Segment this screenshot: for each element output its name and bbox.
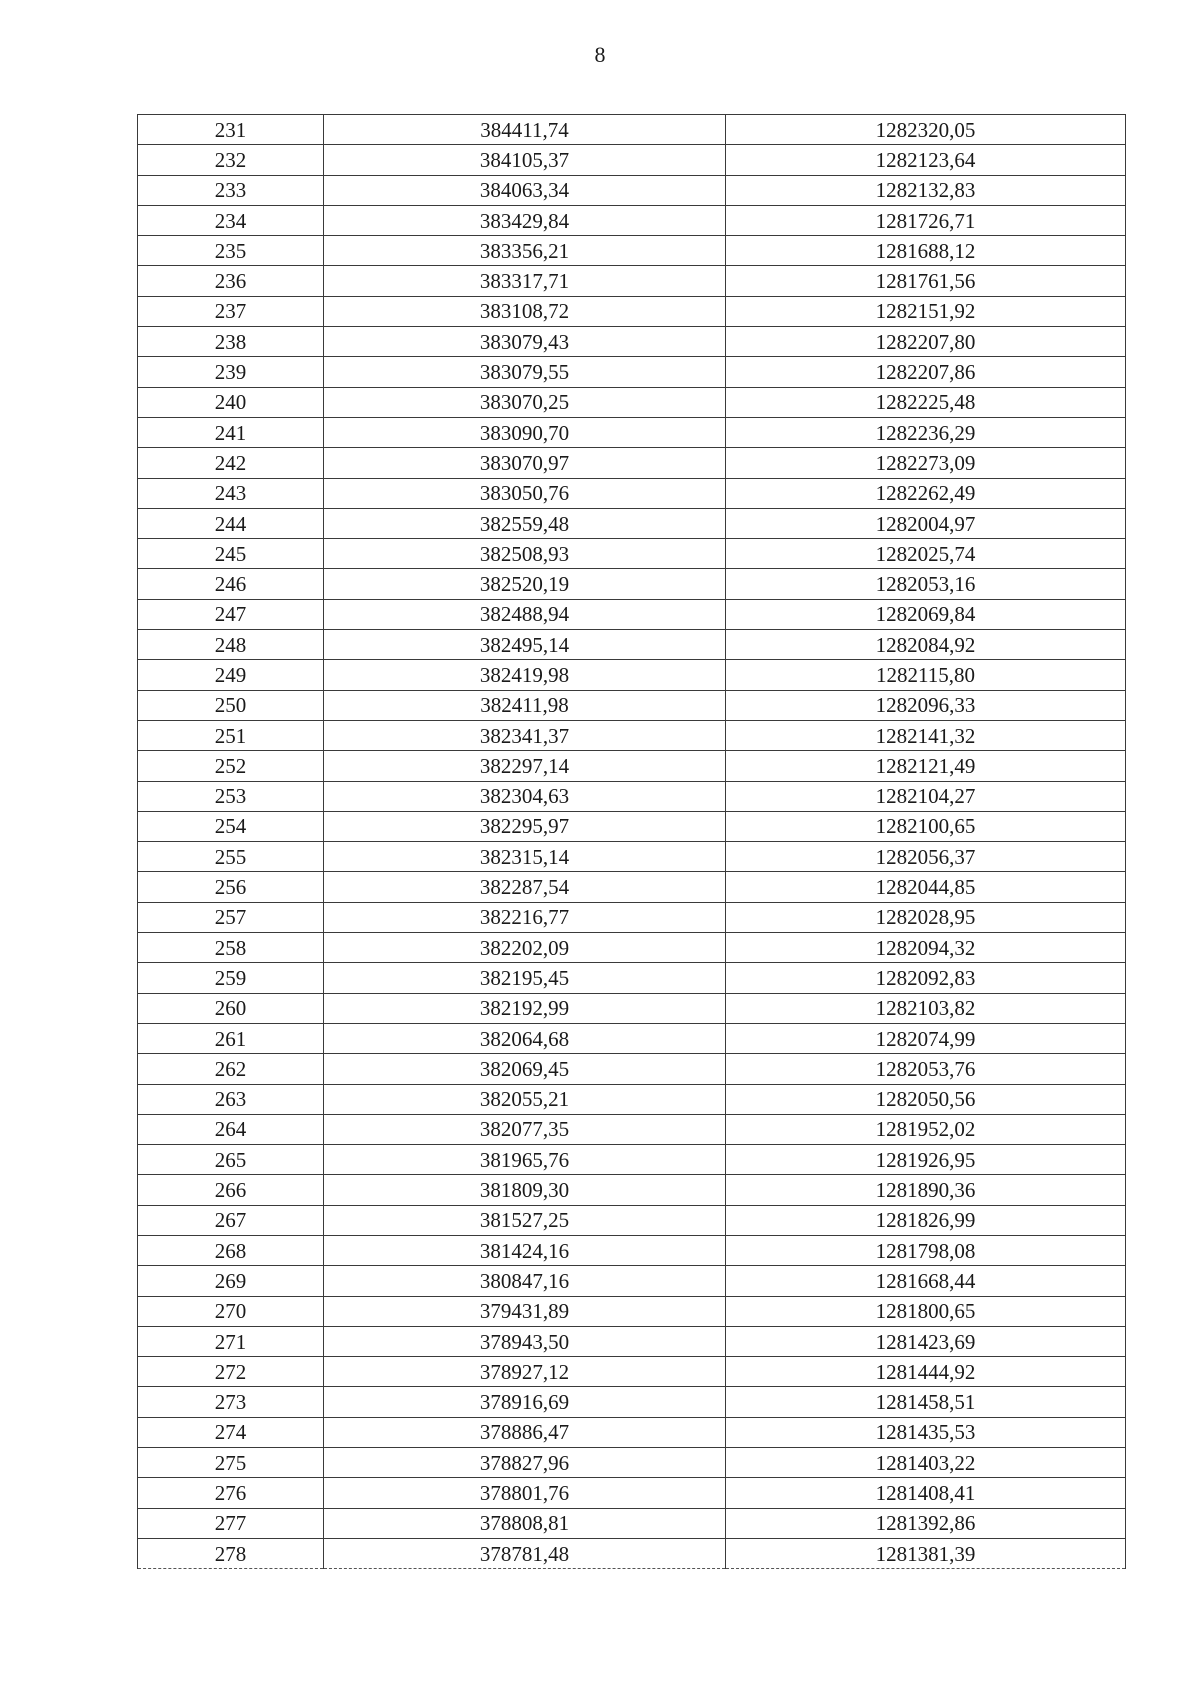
point-number-cell: 242: [138, 448, 324, 478]
point-number-cell: 275: [138, 1448, 324, 1478]
y-coordinate-cell: 1281668,44: [726, 1266, 1126, 1296]
table-row: [138, 1296, 1126, 1326]
y-coordinate-cell: 1282074,99: [726, 1023, 1126, 1053]
y-coordinate-cell: 1282094,32: [726, 933, 1126, 963]
point-number-cell: 276: [138, 1478, 324, 1508]
point-number-cell: 244: [138, 508, 324, 538]
y-coordinate-cell: 1281952,02: [726, 1114, 1126, 1144]
table-row: [138, 630, 1126, 660]
point-number-cell: 237: [138, 296, 324, 326]
x-coordinate-cell: 382341,37: [324, 720, 726, 750]
y-coordinate-cell: 1282123,64: [726, 145, 1126, 175]
y-coordinate-cell: 1281392,86: [726, 1508, 1126, 1538]
x-coordinate-cell: 382077,35: [324, 1114, 726, 1144]
x-coordinate-cell: 382495,14: [324, 630, 726, 660]
table-row: [138, 1417, 1126, 1447]
point-number-cell: 263: [138, 1084, 324, 1114]
table-row: [138, 448, 1126, 478]
x-coordinate-cell: 378801,76: [324, 1478, 726, 1508]
point-number-cell: 270: [138, 1296, 324, 1326]
point-number-cell: 234: [138, 205, 324, 235]
y-coordinate-cell: 1282236,29: [726, 417, 1126, 447]
y-coordinate-cell: 1281435,53: [726, 1417, 1126, 1447]
table-row: [138, 720, 1126, 750]
table-row: [138, 1175, 1126, 1205]
x-coordinate-cell: 383090,70: [324, 417, 726, 447]
point-number-cell: 260: [138, 993, 324, 1023]
point-number-cell: 278: [138, 1538, 324, 1568]
point-number-cell: 238: [138, 327, 324, 357]
table-row: [138, 1326, 1126, 1356]
table-row: [138, 205, 1126, 235]
table-row: [138, 327, 1126, 357]
y-coordinate-cell: 1281826,99: [726, 1205, 1126, 1235]
point-number-cell: 264: [138, 1114, 324, 1144]
table-row: [138, 902, 1126, 932]
x-coordinate-cell: 383356,21: [324, 236, 726, 266]
y-coordinate-cell: 1282053,76: [726, 1054, 1126, 1084]
x-coordinate-cell: 384105,37: [324, 145, 726, 175]
point-number-cell: 261: [138, 1023, 324, 1053]
x-coordinate-cell: 382216,77: [324, 902, 726, 932]
y-coordinate-cell: 1282103,82: [726, 993, 1126, 1023]
y-coordinate-cell: 1282028,95: [726, 902, 1126, 932]
y-coordinate-cell: 1282273,09: [726, 448, 1126, 478]
x-coordinate-cell: 383079,43: [324, 327, 726, 357]
x-coordinate-cell: 378943,50: [324, 1326, 726, 1356]
table-row: [138, 781, 1126, 811]
table-row: [138, 660, 1126, 690]
x-coordinate-cell: 382297,14: [324, 751, 726, 781]
table-row: [138, 1145, 1126, 1175]
table-row: [138, 1205, 1126, 1235]
point-number-cell: 254: [138, 811, 324, 841]
x-coordinate-cell: 383108,72: [324, 296, 726, 326]
y-coordinate-cell: 1282069,84: [726, 599, 1126, 629]
x-coordinate-cell: 382064,68: [324, 1023, 726, 1053]
point-number-cell: 235: [138, 236, 324, 266]
point-number-cell: 258: [138, 933, 324, 963]
x-coordinate-cell: 384411,74: [324, 115, 726, 145]
y-coordinate-cell: 1282141,32: [726, 720, 1126, 750]
y-coordinate-cell: 1282004,97: [726, 508, 1126, 538]
x-coordinate-cell: 382202,09: [324, 933, 726, 963]
x-coordinate-cell: 382315,14: [324, 842, 726, 872]
table-row: [138, 236, 1126, 266]
point-number-cell: 231: [138, 115, 324, 145]
y-coordinate-cell: 1281761,56: [726, 266, 1126, 296]
point-number-cell: 269: [138, 1266, 324, 1296]
point-number-cell: 257: [138, 902, 324, 932]
point-number-cell: 273: [138, 1387, 324, 1417]
x-coordinate-cell: 383079,55: [324, 357, 726, 387]
table-row: [138, 599, 1126, 629]
point-number-cell: 236: [138, 266, 324, 296]
x-coordinate-cell: 382287,54: [324, 872, 726, 902]
table-row: [138, 963, 1126, 993]
point-number-cell: 265: [138, 1145, 324, 1175]
y-coordinate-cell: 1281688,12: [726, 236, 1126, 266]
x-coordinate-cell: 378927,12: [324, 1357, 726, 1387]
point-number-cell: 233: [138, 175, 324, 205]
x-coordinate-cell: 381424,16: [324, 1235, 726, 1265]
y-coordinate-cell: 1282121,49: [726, 751, 1126, 781]
table-row: [138, 1448, 1126, 1478]
y-coordinate-cell: 1282207,80: [726, 327, 1126, 357]
point-number-cell: 247: [138, 599, 324, 629]
x-coordinate-cell: 382304,63: [324, 781, 726, 811]
point-number-cell: 239: [138, 357, 324, 387]
y-coordinate-cell: 1281423,69: [726, 1326, 1126, 1356]
table-row: [138, 993, 1126, 1023]
point-number-cell: 251: [138, 720, 324, 750]
point-number-cell: 255: [138, 842, 324, 872]
table-row: [138, 478, 1126, 508]
x-coordinate-cell: 381965,76: [324, 1145, 726, 1175]
x-coordinate-cell: 383070,25: [324, 387, 726, 417]
table-row: [138, 690, 1126, 720]
x-coordinate-cell: 378916,69: [324, 1387, 726, 1417]
y-coordinate-cell: 1282100,65: [726, 811, 1126, 841]
table-row: [138, 357, 1126, 387]
table-row: [138, 1084, 1126, 1114]
y-coordinate-cell: 1282053,16: [726, 569, 1126, 599]
x-coordinate-cell: 382192,99: [324, 993, 726, 1023]
x-coordinate-cell: 384063,34: [324, 175, 726, 205]
point-number-cell: 252: [138, 751, 324, 781]
point-number-cell: 253: [138, 781, 324, 811]
y-coordinate-cell: 1282050,56: [726, 1084, 1126, 1114]
table-row: [138, 872, 1126, 902]
point-number-cell: 259: [138, 963, 324, 993]
coordinates-table: [137, 114, 1126, 1569]
table-row: [138, 1023, 1126, 1053]
x-coordinate-cell: 382195,45: [324, 963, 726, 993]
table-row: [138, 569, 1126, 599]
table-row: [138, 387, 1126, 417]
point-number-cell: 248: [138, 630, 324, 660]
y-coordinate-cell: 1282132,83: [726, 175, 1126, 205]
table-row: [138, 417, 1126, 447]
y-coordinate-cell: 1281403,22: [726, 1448, 1126, 1478]
point-number-cell: 256: [138, 872, 324, 902]
x-coordinate-cell: 382559,48: [324, 508, 726, 538]
table-row: [138, 115, 1126, 145]
y-coordinate-cell: 1282320,05: [726, 115, 1126, 145]
x-coordinate-cell: 383050,76: [324, 478, 726, 508]
y-coordinate-cell: 1281890,36: [726, 1175, 1126, 1205]
point-number-cell: 267: [138, 1205, 324, 1235]
point-number-cell: 271: [138, 1326, 324, 1356]
y-coordinate-cell: 1281381,39: [726, 1538, 1126, 1568]
y-coordinate-cell: 1282025,74: [726, 539, 1126, 569]
x-coordinate-cell: 382508,93: [324, 539, 726, 569]
x-coordinate-cell: 378827,96: [324, 1448, 726, 1478]
point-number-cell: 272: [138, 1357, 324, 1387]
y-coordinate-cell: 1282092,83: [726, 963, 1126, 993]
x-coordinate-cell: 381809,30: [324, 1175, 726, 1205]
y-coordinate-cell: 1282115,80: [726, 660, 1126, 690]
x-coordinate-cell: 379431,89: [324, 1296, 726, 1326]
x-coordinate-cell: 378886,47: [324, 1417, 726, 1447]
y-coordinate-cell: 1282084,92: [726, 630, 1126, 660]
table-row: [138, 1478, 1126, 1508]
y-coordinate-cell: 1281458,51: [726, 1387, 1126, 1417]
table-row: [138, 266, 1126, 296]
table-row: [138, 145, 1126, 175]
y-coordinate-cell: 1281408,41: [726, 1478, 1126, 1508]
table-row: [138, 1357, 1126, 1387]
table-row: [138, 1114, 1126, 1144]
table-row: [138, 842, 1126, 872]
y-coordinate-cell: 1281800,65: [726, 1296, 1126, 1326]
x-coordinate-cell: 380847,16: [324, 1266, 726, 1296]
y-coordinate-cell: 1282104,27: [726, 781, 1126, 811]
table-row: [138, 539, 1126, 569]
x-coordinate-cell: 382411,98: [324, 690, 726, 720]
x-coordinate-cell: 378781,48: [324, 1538, 726, 1568]
y-coordinate-cell: 1281798,08: [726, 1235, 1126, 1265]
point-number-cell: 245: [138, 539, 324, 569]
coordinates-table-body: [138, 115, 1126, 1569]
y-coordinate-cell: 1282044,85: [726, 872, 1126, 902]
x-coordinate-cell: 382295,97: [324, 811, 726, 841]
table-row: [138, 1538, 1126, 1568]
y-coordinate-cell: 1281726,71: [726, 205, 1126, 235]
y-coordinate-cell: 1282225,48: [726, 387, 1126, 417]
page-number: 8: [594, 42, 606, 67]
y-coordinate-cell: 1282151,92: [726, 296, 1126, 326]
table-row: [138, 296, 1126, 326]
table-row: [138, 933, 1126, 963]
x-coordinate-cell: 382488,94: [324, 599, 726, 629]
y-coordinate-cell: 1282207,86: [726, 357, 1126, 387]
point-number-cell: 240: [138, 387, 324, 417]
point-number-cell: 262: [138, 1054, 324, 1084]
x-coordinate-cell: 383070,97: [324, 448, 726, 478]
x-coordinate-cell: 382069,45: [324, 1054, 726, 1084]
point-number-cell: 232: [138, 145, 324, 175]
table-row: [138, 175, 1126, 205]
x-coordinate-cell: 383317,71: [324, 266, 726, 296]
point-number-cell: 241: [138, 417, 324, 447]
point-number-cell: 268: [138, 1235, 324, 1265]
point-number-cell: 277: [138, 1508, 324, 1538]
table-row: [138, 751, 1126, 781]
y-coordinate-cell: 1281926,95: [726, 1145, 1126, 1175]
x-coordinate-cell: 383429,84: [324, 205, 726, 235]
y-coordinate-cell: 1282096,33: [726, 690, 1126, 720]
point-number-cell: 266: [138, 1175, 324, 1205]
point-number-cell: 274: [138, 1417, 324, 1447]
table-row: [138, 1054, 1126, 1084]
point-number-cell: 243: [138, 478, 324, 508]
table-row: [138, 508, 1126, 538]
table-row: [138, 811, 1126, 841]
table-row: [138, 1235, 1126, 1265]
point-number-cell: 250: [138, 690, 324, 720]
x-coordinate-cell: 382055,21: [324, 1084, 726, 1114]
point-number-cell: 246: [138, 569, 324, 599]
table-row: [138, 1508, 1126, 1538]
y-coordinate-cell: 1282262,49: [726, 478, 1126, 508]
x-coordinate-cell: 381527,25: [324, 1205, 726, 1235]
table-row: [138, 1387, 1126, 1417]
y-coordinate-cell: 1281444,92: [726, 1357, 1126, 1387]
x-coordinate-cell: 378808,81: [324, 1508, 726, 1538]
x-coordinate-cell: 382419,98: [324, 660, 726, 690]
point-number-cell: 249: [138, 660, 324, 690]
x-coordinate-cell: 382520,19: [324, 569, 726, 599]
table-row: [138, 1266, 1126, 1296]
y-coordinate-cell: 1282056,37: [726, 842, 1126, 872]
